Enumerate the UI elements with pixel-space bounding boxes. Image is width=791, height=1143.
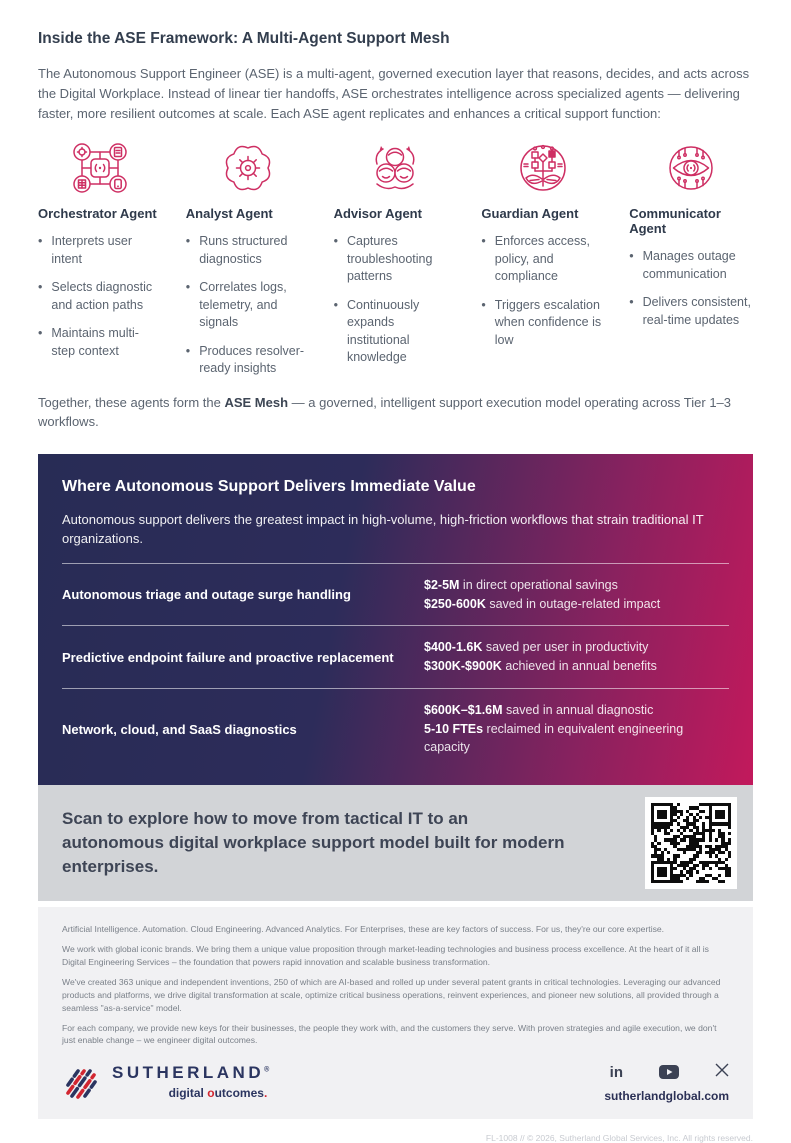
x-icon[interactable] bbox=[715, 1063, 729, 1081]
footer-paragraph: For each company, we provide new keys for their businesses, the people they work with, and the customers they serve. With proven strategies and agile execution, we don't just enable change – we engineer digital outcomes. bbox=[62, 1022, 717, 1046]
scan-panel bbox=[38, 785, 753, 901]
registered-mark: ® bbox=[264, 1066, 270, 1074]
footer-paragraphs bbox=[62, 923, 729, 1047]
agent-name: Communicator Agent bbox=[629, 206, 721, 237]
mesh-note-bold: ASE Mesh bbox=[224, 394, 289, 410]
value-row bbox=[62, 564, 729, 627]
agent-column bbox=[334, 138, 458, 389]
agent-bullet-list bbox=[481, 233, 605, 349]
footer-paragraph: We've created 363 unique and independent inventions, 250 of which are AI-based and rolled up under several patent grants in critical technologies. Leveraging our advanced products and platforms, we drive digital transformation at scale, optimize critical business operations, reinvent experiences, and pioneer new solutions, all provided through a seamless "as-a-service" model. bbox=[62, 976, 721, 1013]
footer bbox=[38, 907, 753, 1119]
mesh-note bbox=[38, 393, 753, 432]
intro-paragraph: The Autonomous Support Engineer (ASE) is a multi-agent, governed execution layer that reasons, decides, and acts across the Digital Workplace. Instead of linear tier handoffs, ASE orchestrates intelligence across specialized agents — delivering faster, more resilient outcomes at scale. Each ASE agent replicates and enhances a critical support function: bbox=[38, 66, 750, 122]
metric-line: $2-5M in direct operational savings bbox=[424, 577, 618, 592]
metric-line: $300K-$900K achieved in annual benefits bbox=[424, 659, 657, 674]
mesh-note-suffix: — a governed, intelligent support execution model operating across Tier 1–3 workflows. bbox=[38, 394, 732, 430]
brand-name: SUTHERLAND® bbox=[112, 1063, 270, 1083]
scan-cta-text: Scan to explore how to move from tactical IT to an autonomous digital workplace support model built for modern enterprises. bbox=[62, 808, 565, 877]
sutherland-logo bbox=[62, 1063, 269, 1103]
agent-bullet: • Manages outage communication bbox=[629, 249, 736, 281]
value-panel-title: Where Autonomous Support Delivers Immediate Value bbox=[62, 477, 476, 495]
agent-name: Analyst Agent bbox=[185, 206, 273, 222]
value-row-label: Predictive endpoint failure and proactive replacement bbox=[62, 649, 394, 665]
agent-bullet: • Maintains multi-step context bbox=[38, 326, 139, 358]
value-row bbox=[62, 626, 729, 689]
mesh-note-prefix: Together, these agents form the bbox=[38, 394, 225, 410]
agent-bullet: • Produces resolver-ready insights bbox=[185, 343, 305, 376]
agents-grid bbox=[38, 138, 753, 389]
agent-column bbox=[481, 138, 605, 389]
footer-links bbox=[604, 1063, 729, 1103]
agent-column bbox=[186, 138, 310, 389]
sutherland-logo-mark bbox=[62, 1063, 102, 1103]
value-row-label: Autonomous triage and outage surge handling bbox=[62, 587, 351, 603]
agent-bullet-list bbox=[629, 248, 753, 329]
agent-bullet-list bbox=[38, 233, 162, 360]
agent-bullet: • Enforces access, policy, and compliance bbox=[481, 234, 590, 284]
communicator-eye-icon bbox=[629, 138, 753, 198]
linkedin-icon[interactable]: in bbox=[609, 1063, 623, 1081]
website-link[interactable]: sutherlandglobal.com bbox=[604, 1089, 729, 1104]
value-panel bbox=[38, 454, 753, 785]
agent-bullet: • Triggers escalation when confidence is low bbox=[481, 297, 602, 347]
value-row-metrics bbox=[424, 576, 660, 614]
advisor-team-icon bbox=[334, 138, 458, 198]
metric-line: $600K–$1.6M saved in annual diagnostic bbox=[424, 702, 654, 717]
fine-print: FL-1008 // © 2026, Sutherland Global Services, Inc. All rights reserved. bbox=[485, 1133, 753, 1143]
agent-column bbox=[38, 138, 162, 389]
agent-bullet: • Runs structured diagnostics bbox=[185, 234, 288, 266]
value-row bbox=[62, 689, 729, 769]
metric-line: $250-600K saved in outage-related impact bbox=[424, 596, 661, 611]
agent-bullet: • Selects diagnostic and action paths bbox=[38, 280, 153, 312]
value-row-label: Network, cloud, and SaaS diagnostics bbox=[62, 721, 297, 737]
agent-name: Orchestrator Agent bbox=[38, 206, 157, 222]
metric-line: $400-1.6K saved per user in productivity bbox=[424, 640, 649, 655]
page-title: Inside the ASE Framework: A Multi-Agent Support Mesh bbox=[38, 30, 450, 47]
orchestrator-network-icon bbox=[38, 138, 162, 198]
agent-bullet-list bbox=[186, 233, 310, 378]
qr-code bbox=[651, 803, 731, 883]
footer-paragraph: Artificial Intelligence. Automation. Cloud Engineering. Advanced Analytics. For Enterprises, these are key factors of success. For us, they're our core expertise. bbox=[62, 924, 665, 935]
social-icons-row bbox=[610, 1063, 729, 1081]
analyst-brain-wheel-icon bbox=[186, 138, 310, 198]
value-panel-subtitle: Autonomous support delivers the greatest impact in high-volume, high-friction workflows that strain traditional IT organizations. bbox=[62, 511, 704, 547]
qr-code-box bbox=[645, 797, 737, 889]
brand-tagline: digital outcomes. bbox=[168, 1086, 268, 1101]
agent-bullet: • Continuously expands institutional knowledge bbox=[333, 297, 420, 365]
agent-bullet: • Correlates logs, telemetry, and signals bbox=[185, 280, 287, 330]
top-content bbox=[0, 0, 791, 432]
footer-bottom bbox=[62, 1063, 729, 1103]
agent-bullet: • Captures troubleshooting patterns bbox=[333, 234, 433, 284]
value-row-metrics bbox=[424, 638, 657, 676]
youtube-icon[interactable] bbox=[659, 1065, 679, 1079]
agent-name: Advisor Agent bbox=[333, 206, 422, 222]
agent-bullet-list bbox=[334, 233, 458, 367]
agent-bullet: • Interprets user intent bbox=[38, 234, 132, 266]
metric-line: 5-10 FTEs reclaimed in equivalent engineering capacity bbox=[424, 721, 684, 755]
brand-text bbox=[112, 1063, 269, 1100]
footer-paragraph: We work with global iconic brands. We bring them a unique value proposition through market-leading technologies and business process excellence. At the heart of it all is Digital Engineering Services – the foundation that powers rapid innovation and scalable business transformation. bbox=[62, 944, 709, 967]
agent-bullet: • Delivers consistent, real-time updates bbox=[629, 295, 751, 327]
value-row-metrics bbox=[424, 701, 729, 757]
value-rows bbox=[62, 563, 729, 769]
agent-column bbox=[629, 138, 753, 389]
agent-name: Guardian Agent bbox=[481, 206, 579, 222]
guardian-governance-icon bbox=[481, 138, 605, 198]
